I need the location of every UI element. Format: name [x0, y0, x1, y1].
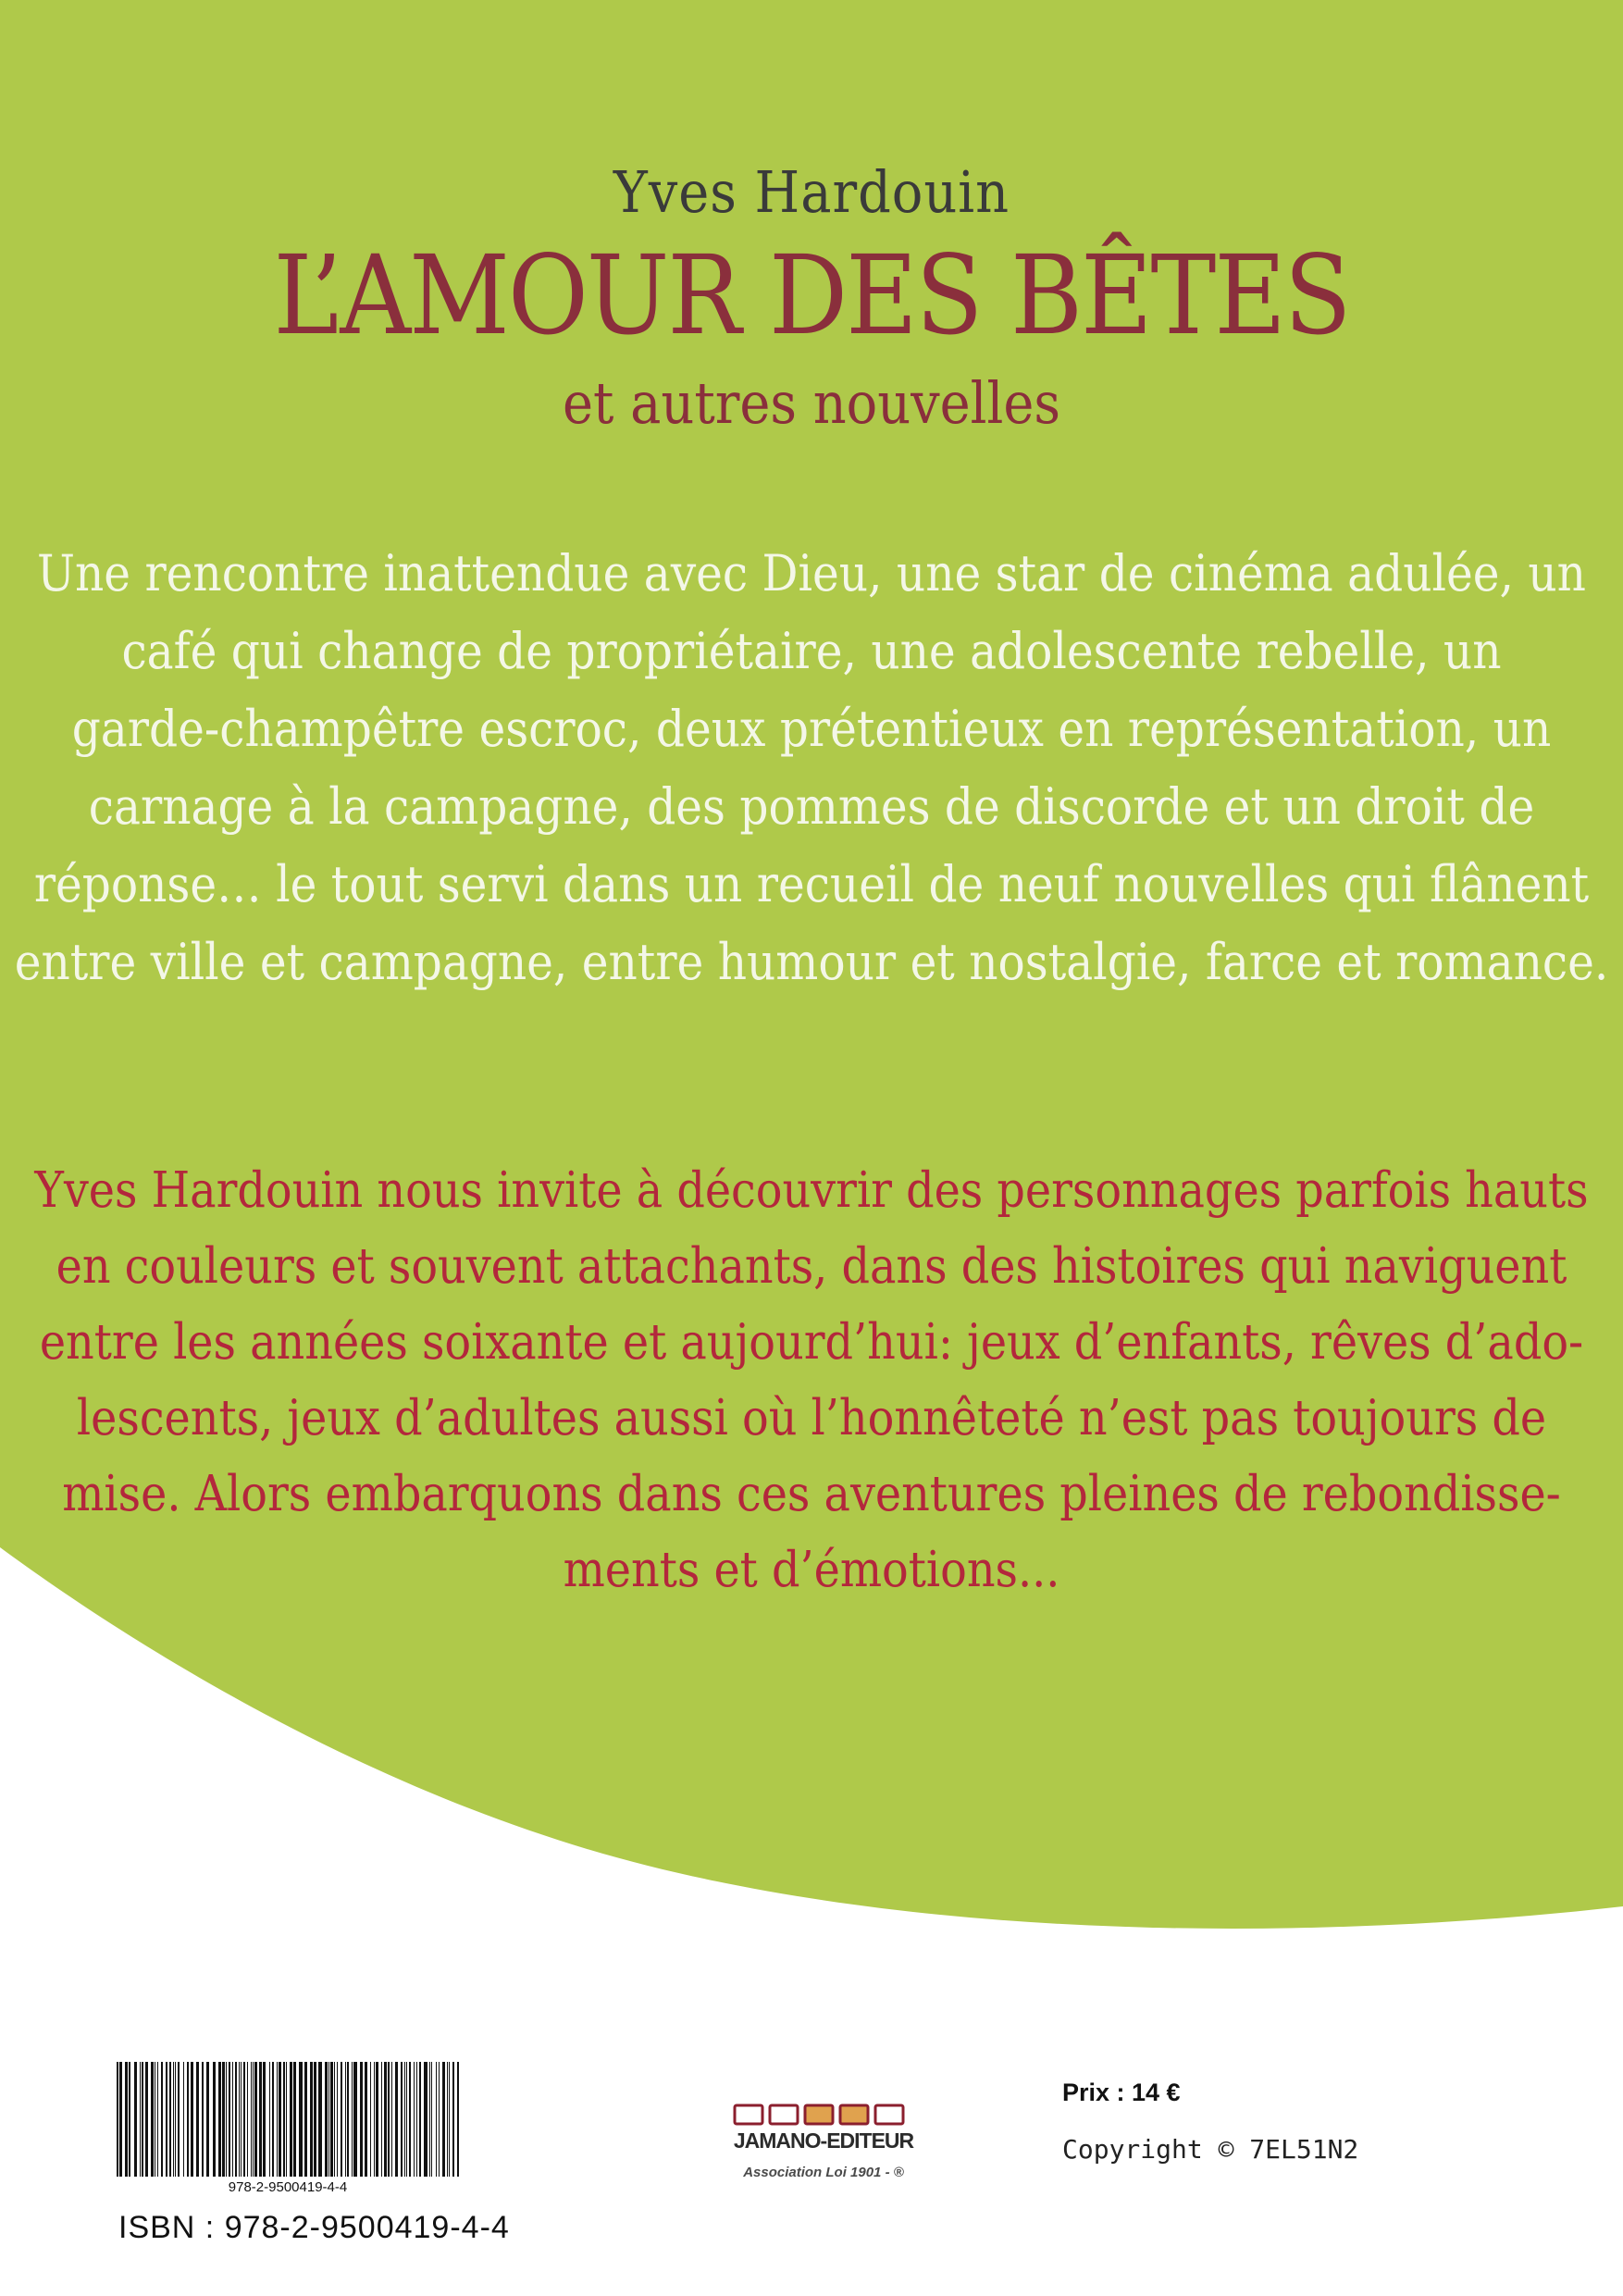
barcode-bar: [263, 2062, 266, 2177]
barcode-bar: [365, 2062, 367, 2177]
barcode-bar: [191, 2062, 193, 2177]
barcode-bar: [206, 2062, 209, 2177]
barcode-bar: [334, 2062, 335, 2177]
intro-blurb-line: entre ville et campagne, entre humour et nostalgie, farce et romance.: [14, 933, 1609, 991]
author-blurb-line: ments et d’émotions...: [563, 1542, 1060, 1598]
author-blurb-line: lescents, jeux d’adultes aussi où l’honnêteté n’est pas toujours de: [76, 1390, 1547, 1446]
barcode-bar: [142, 2062, 143, 2177]
book-subtitle: et autres nouvelles: [563, 369, 1060, 437]
publisher-logo: [685, 2103, 962, 2180]
publisher-association: Association Loi 1901 - ®: [743, 2165, 904, 2180]
barcode-bar: [341, 2062, 342, 2177]
barcode-bar: [431, 2062, 432, 2177]
barcode-bar: [187, 2062, 189, 2177]
barcode-bar: [370, 2062, 371, 2177]
barcode-bar: [439, 2062, 440, 2177]
barcode-bar: [419, 2062, 421, 2177]
barcode-bar: [178, 2062, 180, 2177]
intro-blurb-line: Une rencontre inattendue avec Dieu, une star de cinéma adulée, un: [37, 544, 1586, 602]
author-blurb-line: en couleurs et souvent attachants, dans des histoires qui naviguent: [56, 1238, 1567, 1295]
barcode-bar: [259, 2062, 262, 2177]
publisher-boxes-icon: [731, 2103, 916, 2127]
barcode-bar: [406, 2062, 407, 2177]
barcode-bar: [125, 2062, 128, 2177]
barcode-bar: [129, 2062, 130, 2177]
barcode-bar: [243, 2062, 245, 2177]
intro-blurb-line: garde-champêtre escroc, deux prétentieux en représentation, un: [71, 700, 1552, 758]
barcode-bar: [157, 2062, 158, 2177]
barcode-bar: [404, 2062, 405, 2177]
barcode-bar: [449, 2062, 450, 2177]
barcode-bar: [414, 2062, 415, 2177]
barcode-bar: [218, 2062, 221, 2177]
barcode-bar: [239, 2062, 240, 2177]
barcode-bar: [388, 2062, 390, 2177]
barcode-bar: [117, 2062, 118, 2177]
barcode-bar: [269, 2062, 270, 2177]
barcode-bar: [337, 2062, 338, 2177]
barcode-bar: [447, 2062, 448, 2177]
barcode-bar: [283, 2062, 285, 2177]
barcode-bar: [384, 2062, 387, 2177]
barcode-bar: [360, 2062, 363, 2177]
barcode-bar: [140, 2062, 141, 2177]
barcode-bar: [318, 2062, 322, 2177]
barcode-digits: 978-2-9500419-4-4: [111, 2179, 465, 2196]
barcode-bar: [286, 2062, 287, 2177]
barcode-bar: [235, 2062, 237, 2177]
barcode-bar: [213, 2062, 216, 2177]
barcode-bar: [436, 2062, 437, 2177]
intro-blurb-line: café qui change de propriétaire, une adolescente rebelle, un: [121, 622, 1502, 680]
barcode-bar: [381, 2062, 382, 2177]
barcode-bar: [229, 2062, 230, 2177]
barcode-bar: [409, 2062, 411, 2177]
barcode-bar: [290, 2062, 292, 2177]
author-blurb-line: Yves Hardouin nous invite à découvrir des personnages parfois hauts: [34, 1162, 1589, 1219]
barcode-bar: [395, 2062, 398, 2177]
barcode-bar: [145, 2062, 148, 2177]
barcode-bar: [277, 2062, 278, 2177]
author-blurb-line: entre les années soixante et aujourd’hui: jeux d’enfants, rêves d’ado-: [39, 1314, 1584, 1371]
barcode-bar: [253, 2062, 254, 2177]
barcode-bar: [353, 2062, 357, 2177]
barcode-bar: [151, 2062, 154, 2177]
intro-blurb-line: réponse… le tout servi dans un recueil de neuf nouvelles qui flânent: [33, 855, 1590, 913]
barcode-bar: [314, 2062, 316, 2177]
barcode-bar: [119, 2062, 122, 2177]
barcode-bar: [226, 2062, 227, 2177]
barcode-bar: [299, 2062, 303, 2177]
barcode-bar: [232, 2062, 233, 2177]
barcode-bar: [247, 2062, 248, 2177]
barcode-bar: [429, 2062, 430, 2177]
barcode-bar: [202, 2062, 204, 2177]
barcode-bar: [424, 2062, 427, 2177]
barcode-bar: [173, 2062, 174, 2177]
barcode-bar: [166, 2062, 167, 2177]
copyright-notice: Copyright © 7EL51N2: [1062, 2134, 1359, 2165]
barcode-bar: [330, 2062, 333, 2177]
barcode-bar: [347, 2062, 349, 2177]
barcode-bar: [374, 2062, 375, 2177]
barcode-bar: [196, 2062, 199, 2177]
barcode-bar: [272, 2062, 274, 2177]
price: Prix : 14 €: [1062, 2079, 1181, 2106]
barcode-bar: [345, 2062, 346, 2177]
author-blurb-line: mise. Alors embarquons dans ces aventures pleines de rebondisse-: [62, 1466, 1561, 1522]
barcode-bar: [328, 2062, 329, 2177]
barcode-bar: [310, 2062, 313, 2177]
intro-blurb-line: carnage à la campagne, des pommes de discorde et un droit de: [88, 777, 1535, 836]
barcode-bar: [254, 2062, 257, 2177]
barcode-bar: [183, 2062, 184, 2177]
barcode-bar: [452, 2062, 454, 2177]
barcode-bar: [401, 2062, 403, 2177]
barcode-bar: [293, 2062, 296, 2177]
barcode-bar: [222, 2062, 225, 2177]
barcode-bar: [442, 2062, 445, 2177]
barcode-bar: [352, 2062, 353, 2177]
barcode-bar: [416, 2062, 417, 2177]
author-name: Yves Hardouin: [613, 158, 1010, 226]
barcode-bar: [376, 2062, 378, 2177]
barcode-bar: [169, 2062, 171, 2177]
barcode-bar: [241, 2062, 242, 2177]
book-title: L’AMOUR DES BÊTES: [273, 231, 1350, 359]
barcode-bar: [175, 2062, 176, 2177]
isbn: ISBN : 978-2-9500419-4-4: [118, 2210, 510, 2245]
publisher-name: JAMANO-EDITEUR: [733, 2128, 914, 2153]
author-blurb: [0, 1153, 1623, 1608]
barcode-bar: [134, 2062, 137, 2177]
barcode-bar: [457, 2062, 459, 2177]
barcode-bar: [279, 2062, 281, 2177]
barcode-bar: [304, 2062, 307, 2177]
barcode-bar: [161, 2062, 163, 2177]
barcode-bar: [251, 2062, 252, 2177]
barcode-bar: [325, 2062, 328, 2177]
intro-blurb: [0, 535, 1623, 1001]
barcode-bar: [391, 2062, 392, 2177]
